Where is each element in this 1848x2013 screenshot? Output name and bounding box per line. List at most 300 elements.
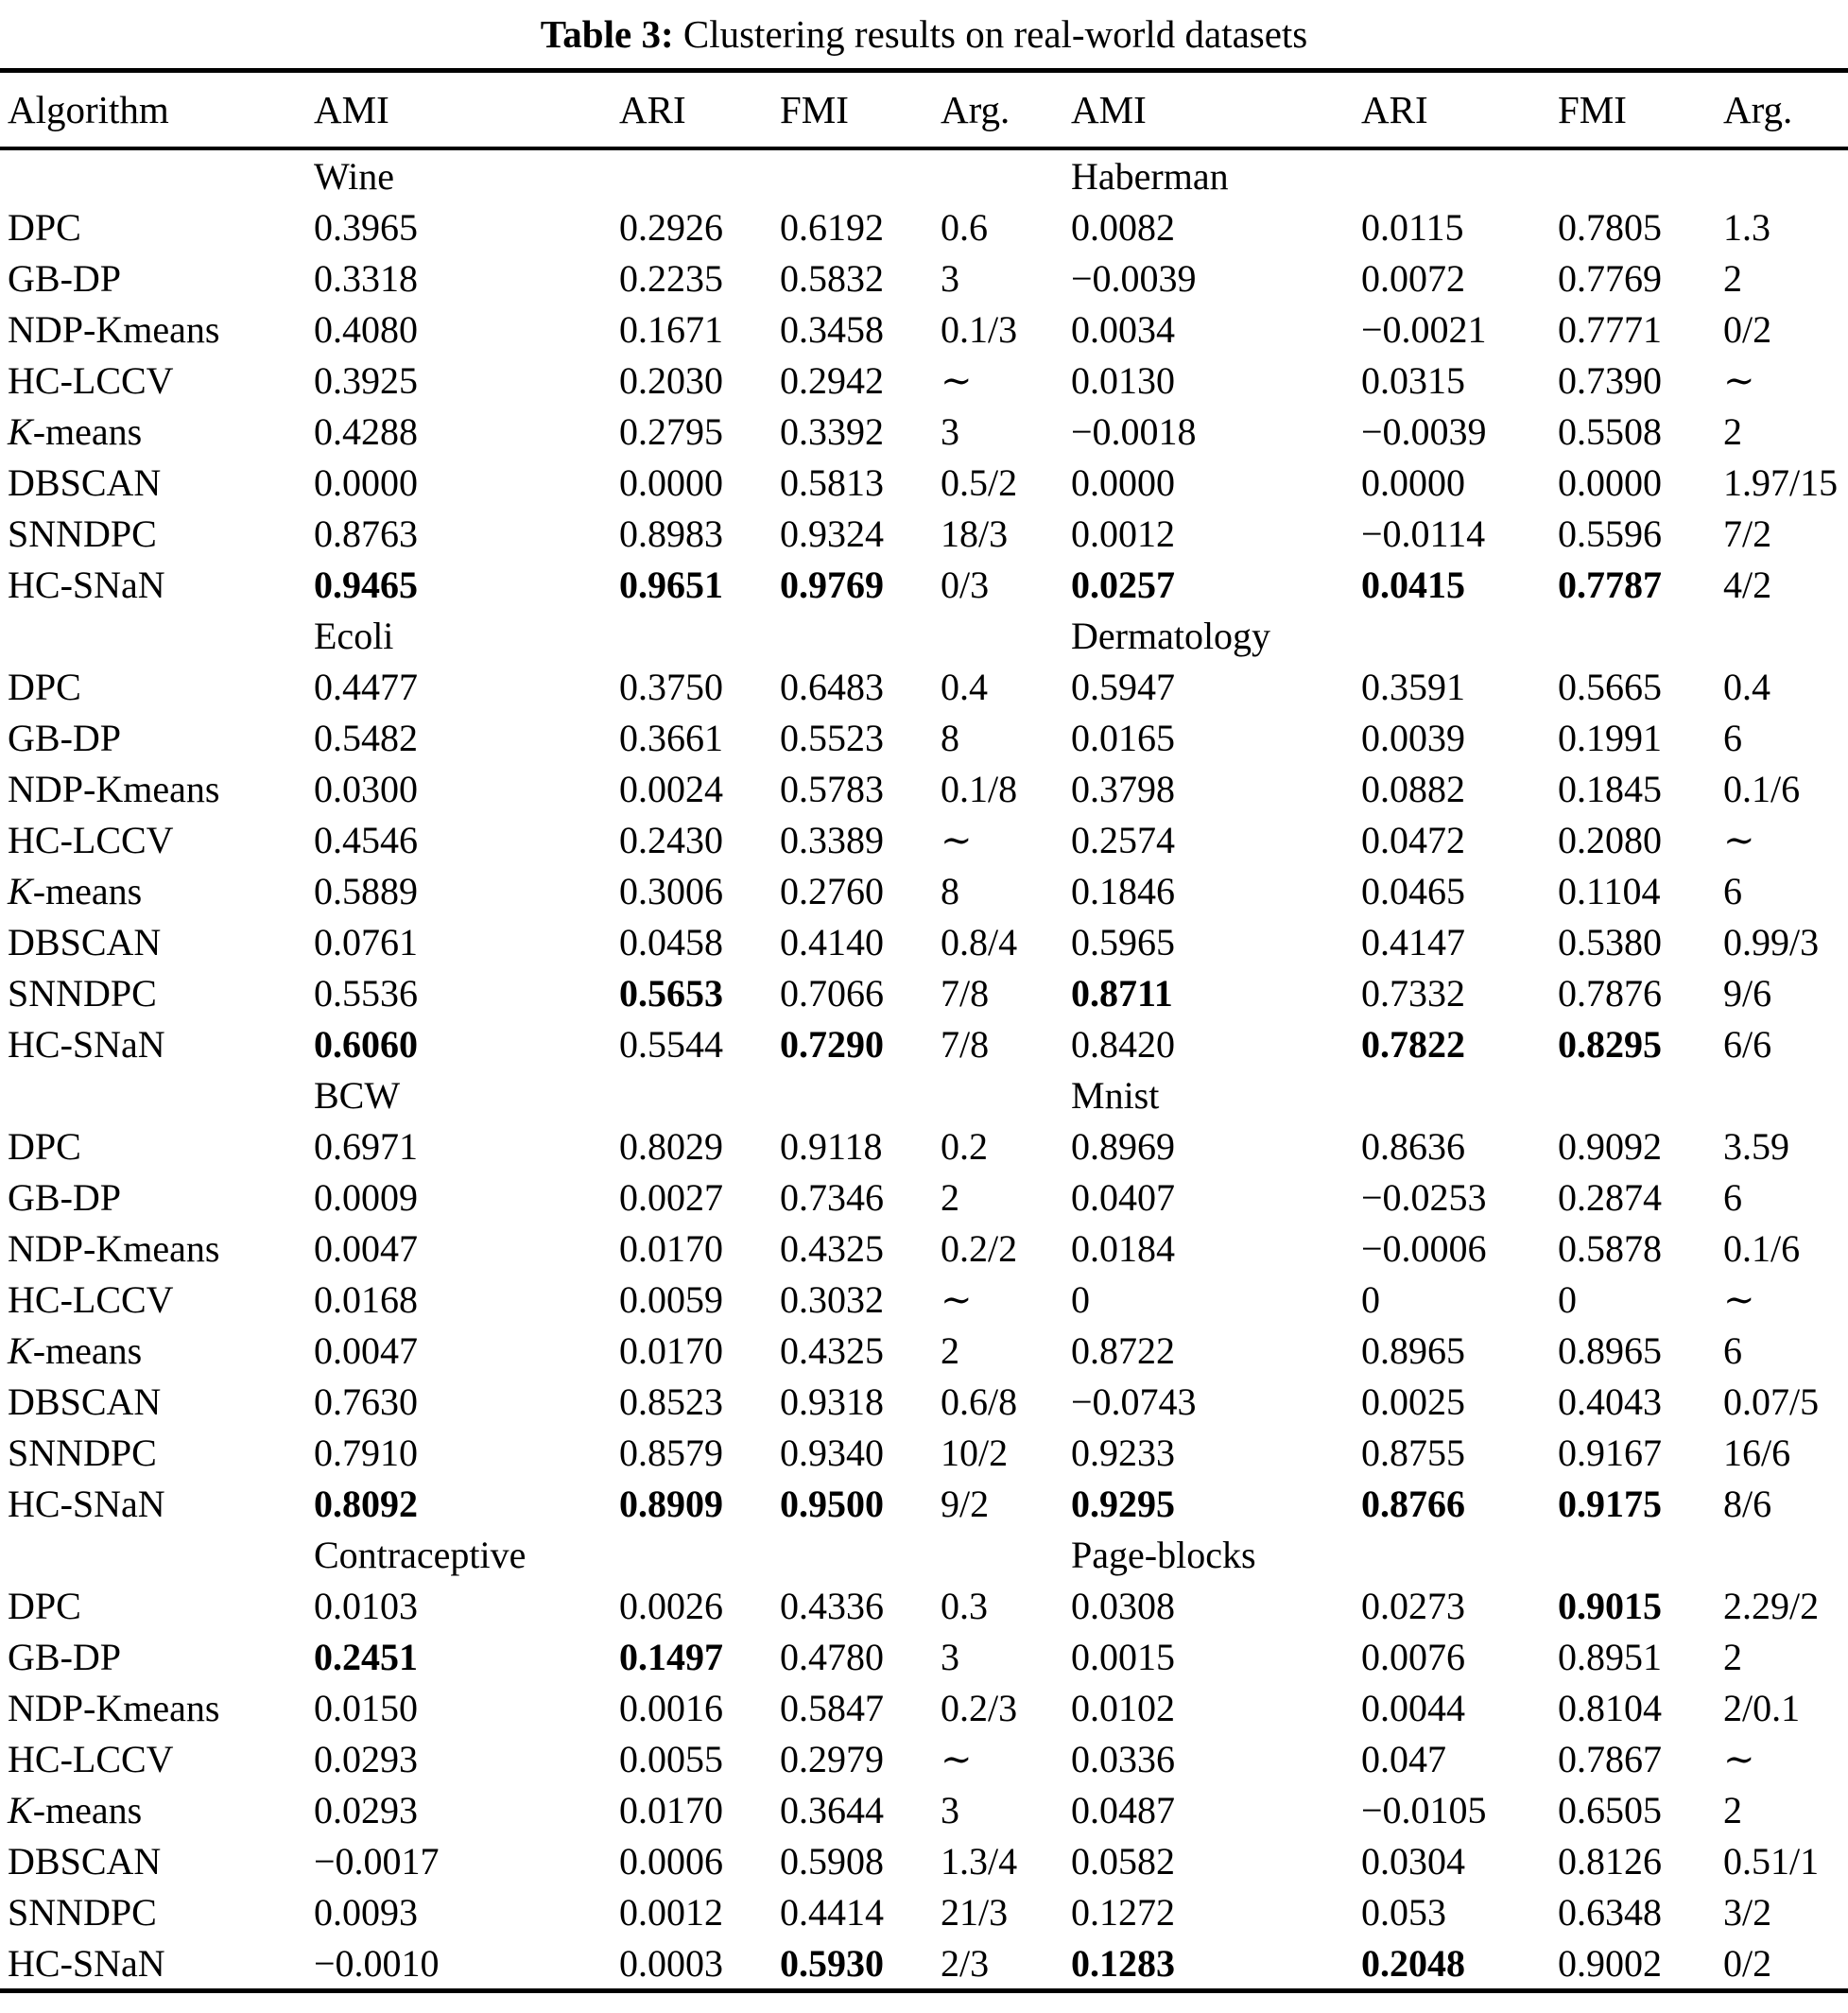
metric-value: 0.0093 [314,1890,418,1934]
dataset-header-spacer [0,1529,314,1580]
metric-value: 0.2451 [314,1635,418,1678]
metric-value: ∼ [941,818,973,861]
table-row [0,1376,1848,1427]
metric-value: 0.3458 [780,307,884,351]
metric-value: 1.3 [1723,205,1770,249]
metric-value: 0.9092 [1558,1124,1662,1168]
table-row [0,1580,1848,1631]
metric-value: 0.3006 [619,869,723,912]
metric-value: 0.0582 [1071,1839,1175,1883]
metric-value: −0.0018 [1071,409,1197,453]
metric-value: 0.2030 [619,358,723,402]
metric-value: 0.8295 [1558,1022,1662,1066]
metric-value: 0.0076 [1361,1635,1465,1678]
results-table [0,68,1848,1993]
metric-value: 0.9500 [780,1482,884,1525]
metric-value: 0.4 [1723,665,1770,708]
metric-value: 2 [1723,256,1742,300]
metric-value: 0.7290 [780,1022,884,1066]
metric-value: 0.8951 [1558,1635,1662,1678]
metric-value: 0.7066 [780,971,884,1015]
table-row [0,1478,1848,1529]
table-row [0,559,1848,610]
metric-value: 0.5544 [619,1022,723,1066]
table-row [0,201,1848,252]
metric-value: 0.2874 [1558,1175,1662,1219]
algorithm-name: K-means [8,409,143,453]
metric-value: 0.9233 [1071,1431,1175,1474]
metric-value: 0.8763 [314,512,418,555]
metric-value: 0.0465 [1361,869,1465,912]
metric-value: 0.5/2 [941,460,1018,504]
metric-value: 0.4140 [780,920,884,963]
table-row [0,304,1848,355]
metric-value: −0.0017 [314,1839,440,1883]
column-header-ari-right: ARI [1361,71,1558,149]
metric-value: 0.0150 [314,1686,418,1729]
table-caption [0,0,1848,68]
metric-value: 0.2979 [780,1737,884,1780]
table-row [0,508,1848,559]
metric-value: 0.0315 [1361,358,1465,402]
algorithm-name: SNNDPC [8,512,157,555]
metric-value: 0.8969 [1071,1124,1175,1168]
metric-value: 0.0293 [314,1737,418,1780]
metric-value: 0.2/2 [941,1226,1018,1270]
algorithm-name: NDP-Kmeans [8,1686,220,1729]
metric-value: 0.1283 [1071,1941,1175,1985]
table-row [0,252,1848,304]
metric-value: 0.6971 [314,1124,418,1168]
table-row [0,763,1848,814]
algorithm-name: NDP-Kmeans [8,767,220,810]
dataset-name-left: Ecoli [314,614,394,657]
metric-value: 0.4546 [314,818,418,861]
metric-value: −0.0021 [1361,307,1487,351]
algorithm-name: DPC [8,1584,81,1627]
metric-value: 0.7390 [1558,358,1662,402]
metric-value: 0.7787 [1558,563,1662,606]
metric-value: 0.7910 [314,1431,418,1474]
metric-value: 0.5508 [1558,409,1662,453]
metric-value: 0.3318 [314,256,418,300]
metric-value: 0.3750 [619,665,723,708]
metric-value: 0.2235 [619,256,723,300]
metric-value: 0.2926 [619,205,723,249]
metric-value: 0.7876 [1558,971,1662,1015]
metric-value: 0.7822 [1361,1022,1465,1066]
metric-value: 0.5665 [1558,665,1662,708]
algorithm-name: HC-SNaN [8,563,165,606]
metric-value: 0.4477 [314,665,418,708]
metric-value: ∼ [1723,1277,1755,1321]
metric-value: 0.0024 [619,767,723,810]
algorithm-name: SNNDPC [8,971,157,1015]
algorithm-name: GB-DP [8,256,122,300]
dataset-name-left: BCW [314,1073,401,1117]
dataset-header-row [0,1069,1848,1120]
metric-value: 0.0082 [1071,205,1175,249]
table-row [0,1784,1848,1835]
metric-value: 6 [1723,1175,1742,1219]
metric-value: 0/2 [1723,307,1772,351]
algorithm-name: DBSCAN [8,1380,162,1423]
metric-value: 0.99/3 [1723,920,1820,963]
metric-value: 0.07/5 [1723,1380,1820,1423]
metric-value: 0.7805 [1558,205,1662,249]
metric-value: −0.0743 [1071,1380,1197,1423]
metric-value: 2 [1723,409,1742,453]
metric-value: 0.3798 [1071,767,1175,810]
metric-value: 0.3661 [619,716,723,759]
metric-value: 8 [941,716,959,759]
metric-value: 0.8711 [1071,971,1173,1015]
table-row [0,916,1848,967]
metric-value: −0.0006 [1361,1226,1487,1270]
metric-value: 0.5813 [780,460,884,504]
metric-value: 0.1/6 [1723,1226,1801,1270]
dataset-name-right: Mnist [1071,1073,1160,1117]
dataset-header-row [0,1529,1848,1580]
table-caption-label: Table 3: [540,12,674,56]
metric-value: 0.5536 [314,971,418,1015]
metric-value: 3 [941,256,959,300]
table-row [0,1733,1848,1784]
column-header-arg-left: Arg. [941,71,1071,149]
metric-value: 0.5380 [1558,920,1662,963]
metric-value: 0.8092 [314,1482,418,1525]
metric-value: 0.4325 [780,1226,884,1270]
algorithm-name: K-means [8,1328,143,1372]
metric-value: 0.3965 [314,205,418,249]
metric-value: 0.2574 [1071,818,1175,861]
metric-value: 0/2 [1723,1941,1772,1985]
table-row [0,1427,1848,1478]
metric-value: 0.0003 [619,1941,723,1985]
metric-value: 3 [941,409,959,453]
metric-value: 0.1/8 [941,767,1018,810]
metric-value: 0.9340 [780,1431,884,1474]
metric-value: ∼ [941,358,973,402]
metric-value: 6 [1723,1328,1742,1372]
metric-value: 0.0012 [1071,512,1175,555]
metric-value: 0.2760 [780,869,884,912]
metric-value: 0.1846 [1071,869,1175,912]
metric-value: 0.9118 [780,1124,883,1168]
metric-value: 0.8420 [1071,1022,1175,1066]
algorithm-name: HC-SNaN [8,1941,165,1985]
metric-value: 3.59 [1723,1124,1789,1168]
metric-value: 0.3 [941,1584,988,1627]
algorithm-name: DBSCAN [8,1839,162,1883]
metric-value: 0.0257 [1071,563,1175,606]
column-header-ari-left: ARI [619,71,780,149]
metric-value: 0.5947 [1071,665,1175,708]
table-row [0,1886,1848,1937]
algorithm-name: HC-SNaN [8,1022,165,1066]
metric-value: 0.2430 [619,818,723,861]
table-row [0,661,1848,712]
metric-value: 0.0000 [1558,460,1662,504]
metric-value: −0.0114 [1361,512,1486,555]
metric-value: 0.0000 [1361,460,1465,504]
metric-value: −0.0039 [1071,256,1197,300]
metric-value: 0.8029 [619,1124,723,1168]
metric-value: 0.9318 [780,1380,884,1423]
metric-value: ∼ [1723,1737,1755,1780]
metric-value: 0.0103 [314,1584,418,1627]
metric-value: ∼ [1723,818,1755,861]
algorithm-name: HC-LCCV [8,358,174,402]
metric-value: 0.5965 [1071,920,1175,963]
metric-value: 0.1272 [1071,1890,1175,1934]
metric-value: 0.3392 [780,409,884,453]
table-row [0,457,1848,508]
table-row [0,1120,1848,1171]
table-row [0,865,1848,916]
metric-value: 0/3 [941,563,990,606]
algorithm-name: K-means [8,1788,143,1831]
table-row [0,967,1848,1018]
dataset-header-row [0,148,1848,201]
metric-value: 0.4043 [1558,1380,1662,1423]
metric-value: 0.3389 [780,818,884,861]
metric-value: 0.4414 [780,1890,884,1934]
metric-value: 2.29/2 [1723,1584,1820,1627]
metric-value: 0.5908 [780,1839,884,1883]
metric-value: 0.1104 [1558,869,1661,912]
table-row [0,1631,1848,1682]
algorithm-name: K-means [8,869,143,912]
metric-value: 0.7867 [1558,1737,1662,1780]
header-row [0,71,1848,149]
metric-value: 0.8579 [619,1431,723,1474]
metric-value: 0.0102 [1071,1686,1175,1729]
metric-value: 3/2 [1723,1890,1772,1934]
metric-value: 0.0170 [619,1328,723,1372]
metric-value: 7/8 [941,971,990,1015]
metric-value: 0.3032 [780,1277,884,1321]
metric-value: 0.51/1 [1723,1839,1820,1883]
column-header-fmi-right: FMI [1558,71,1723,149]
metric-value: 0.0016 [619,1686,723,1729]
metric-value: 0.6 [941,205,988,249]
metric-value: −0.0105 [1361,1788,1487,1831]
metric-value: 0.1/6 [1723,767,1801,810]
metric-value: 0.5482 [314,716,418,759]
metric-value: 0.6348 [1558,1890,1662,1934]
table-row [0,355,1848,406]
metric-value: 0.6/8 [941,1380,1018,1423]
metric-value: 0.7630 [314,1380,418,1423]
algorithm-name: DPC [8,665,81,708]
metric-value: 0.0761 [314,920,418,963]
metric-value: 0.0407 [1071,1175,1175,1219]
metric-value: 0.9295 [1071,1482,1175,1525]
metric-value: −0.0010 [314,1941,440,1985]
metric-value: 0.0047 [314,1226,418,1270]
metric-value: 0.0055 [619,1737,723,1780]
metric-value: 3 [941,1635,959,1678]
metric-value: 0.1/3 [941,307,1018,351]
algorithm-name: GB-DP [8,716,122,759]
dataset-header-spacer [0,148,314,201]
metric-value: 0.1671 [619,307,723,351]
column-header-ami-left: AMI [314,71,619,149]
metric-value: 0.9002 [1558,1941,1662,1985]
metric-value: 0.1845 [1558,767,1662,810]
metric-value: 2 [1723,1635,1742,1678]
metric-value: −0.0039 [1361,409,1487,453]
metric-value: 0.2048 [1361,1941,1465,1985]
metric-value: 0.053 [1361,1890,1446,1934]
metric-value: 1.97/15 [1723,460,1839,504]
metric-value: 0.5930 [780,1941,884,1985]
metric-value: 6 [1723,869,1742,912]
table-row [0,1223,1848,1274]
metric-value: 0.0072 [1361,256,1465,300]
algorithm-name: HC-LCCV [8,818,174,861]
metric-value: 0.8965 [1558,1328,1662,1372]
metric-value: 0.0415 [1361,563,1465,606]
metric-value: ∼ [941,1737,973,1780]
dataset-name-right: Dermatology [1071,614,1271,657]
algorithm-name: NDP-Kmeans [8,307,220,351]
metric-value: 0.0472 [1361,818,1465,861]
metric-value: 6 [1723,716,1742,759]
algorithm-name: SNNDPC [8,1890,157,1934]
metric-value: 3 [941,1788,959,1831]
metric-value: 0.0882 [1361,767,1465,810]
metric-value: 0.0184 [1071,1226,1175,1270]
metric-value: −0.0253 [1361,1175,1487,1219]
metric-value: 0.0273 [1361,1584,1465,1627]
metric-value: 0.1497 [619,1635,723,1678]
table-row [0,1171,1848,1223]
metric-value: 0.0000 [314,460,418,504]
metric-value: 0.0300 [314,767,418,810]
metric-value: 0.9175 [1558,1482,1662,1525]
metric-value: 0.0034 [1071,307,1175,351]
algorithm-name: NDP-Kmeans [8,1226,220,1270]
table-row [0,712,1848,763]
algorithm-name: DBSCAN [8,920,162,963]
metric-value: 0.7771 [1558,307,1662,351]
metric-value: 0.0165 [1071,716,1175,759]
metric-value: 0.0308 [1071,1584,1175,1627]
algorithm-name: DPC [8,205,81,249]
column-header-arg-right: Arg. [1723,71,1848,149]
dataset-name-right: Page-blocks [1071,1533,1256,1576]
table-row [0,1682,1848,1733]
table-row [0,1937,1848,1991]
metric-value: 0 [1558,1277,1577,1321]
metric-value: 0.0044 [1361,1686,1465,1729]
algorithm-name: SNNDPC [8,1431,157,1474]
metric-value: 0.6505 [1558,1788,1662,1831]
metric-value: 1.3/4 [941,1839,1018,1883]
metric-value: 0.4 [941,665,988,708]
metric-value: 0.5847 [780,1686,884,1729]
metric-value: 0.0039 [1361,716,1465,759]
metric-value: 8 [941,869,959,912]
dataset-header-spacer [0,1069,314,1120]
table-row [0,1325,1848,1376]
metric-value: 10/2 [941,1431,1009,1474]
metric-value: 0.9465 [314,563,418,606]
dataset-name-left: Contraceptive [314,1533,527,1576]
metric-value: 0.6192 [780,205,884,249]
metric-value: 0.5596 [1558,512,1662,555]
metric-value: 0.3925 [314,358,418,402]
metric-value: 0.8/4 [941,920,1018,963]
metric-value: 0.6483 [780,665,884,708]
metric-value: 0.9651 [619,563,723,606]
metric-value: 0.4336 [780,1584,884,1627]
column-header-ami-right: AMI [1071,71,1361,149]
metric-value: 9/6 [1723,971,1772,1015]
metric-value: 0.2/3 [941,1686,1018,1729]
dataset-name-left: Wine [314,154,395,198]
metric-value: 0.4325 [780,1328,884,1372]
metric-value: 0.8755 [1361,1431,1465,1474]
algorithm-name: DBSCAN [8,460,162,504]
metric-value: 0.0487 [1071,1788,1175,1831]
metric-value: 0.9167 [1558,1431,1662,1474]
metric-value: 0.0170 [619,1788,723,1831]
metric-value: 0.0336 [1071,1737,1175,1780]
metric-value: 0.8104 [1558,1686,1662,1729]
metric-value: 4/2 [1723,563,1772,606]
metric-value: 21/3 [941,1890,1009,1934]
metric-value: 0.5889 [314,869,418,912]
metric-value: 0.0015 [1071,1635,1175,1678]
table-row [0,1835,1848,1886]
table-row [0,406,1848,457]
metric-value: 0.0025 [1361,1380,1465,1423]
metric-value: 0.5832 [780,256,884,300]
metric-value: 16/6 [1723,1431,1791,1474]
metric-value: 0.5523 [780,716,884,759]
metric-value: 0.2 [941,1124,988,1168]
metric-value: 0.6060 [314,1022,418,1066]
metric-value: 2/0.1 [1723,1686,1801,1729]
metric-value: 2 [1723,1788,1742,1831]
metric-value: 0.9015 [1558,1584,1662,1627]
metric-value: 7/2 [1723,512,1772,555]
metric-value: 0.0170 [619,1226,723,1270]
metric-value: 0.8523 [619,1380,723,1423]
metric-value: 0.5783 [780,767,884,810]
metric-value: 0.2080 [1558,818,1662,861]
metric-value: 0.5878 [1558,1226,1662,1270]
column-header-fmi-left: FMI [780,71,941,149]
metric-value: 0 [1361,1277,1380,1321]
algorithm-name: HC-LCCV [8,1277,174,1321]
metric-value: 0.0168 [314,1277,418,1321]
metric-value: 0.0293 [314,1788,418,1831]
metric-value: 0.3591 [1361,665,1465,708]
dataset-header-spacer [0,610,314,661]
dataset-header-row [0,610,1848,661]
metric-value: 0.0458 [619,920,723,963]
metric-value: 0.7346 [780,1175,884,1219]
algorithm-name: DPC [8,1124,81,1168]
metric-value: 0.8126 [1558,1839,1662,1883]
metric-value: 0.9769 [780,563,884,606]
table-row [0,1018,1848,1069]
metric-value: 2 [941,1175,959,1219]
